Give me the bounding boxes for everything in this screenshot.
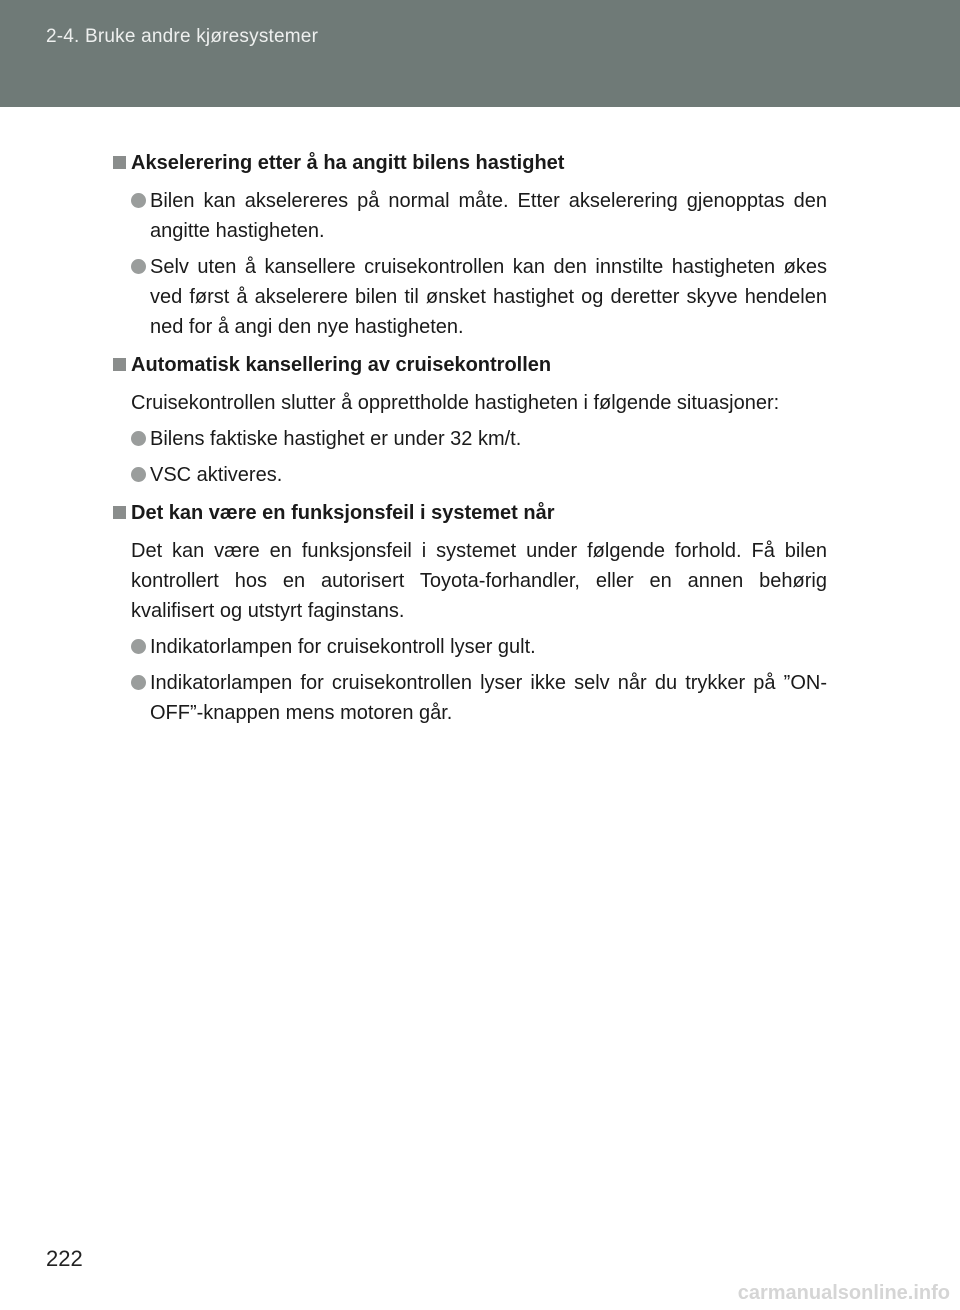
- list-item: Indikatorlampen for cruisekontroll lyser gult.: [113, 632, 827, 662]
- page-number: 222: [46, 1246, 83, 1271]
- circle-bullet-icon: [131, 675, 146, 690]
- list-item: Bilen kan akselereres på normal måte. Etter akselerering gjenopptas den angitte hastigheten.: [113, 186, 827, 246]
- section-malfunction: [113, 498, 827, 728]
- page-content: [113, 140, 827, 734]
- list-item: Selv uten å kansellere cruisekontrollen kan den innstilte hastigheten økes ved først å akselerere bilen til ønsket hastighet og deretter skyve hendelen ned for å angi den nye hastigheten.: [113, 252, 827, 342]
- section-intro: Det kan være en funksjonsfeil i systemet under følgende forhold. Få bilen kontrollert hos en autorisert Toyota-forhandler, eller en annen behørig kvalifisert og utstyrt faginstans.: [131, 540, 827, 622]
- square-bullet-icon: [113, 506, 126, 519]
- section-heading: Akselerering etter å ha angitt bilens hastighet: [113, 148, 827, 178]
- section-heading: Automatisk kansellering av cruisekontrollen: [113, 350, 827, 380]
- section-heading: Det kan være en funksjonsfeil i systemet når: [113, 498, 827, 528]
- circle-bullet-icon: [131, 467, 146, 482]
- section-intro: Cruisekontrollen slutter å opprettholde hastigheten i følgende situasjoner:: [131, 392, 780, 414]
- watermark: carmanualsonline.info: [737, 1282, 950, 1304]
- section-title: 2-4. Bruke andre kjøresystemer: [46, 26, 319, 47]
- circle-bullet-icon: [131, 431, 146, 446]
- list-item: VSC aktiveres.: [113, 460, 827, 490]
- square-bullet-icon: [113, 358, 126, 371]
- circle-bullet-icon: [131, 193, 146, 208]
- list-item: Bilens faktiske hastighet er under 32 km/t.: [113, 424, 827, 454]
- section-acceleration: [113, 148, 827, 342]
- list-item: Indikatorlampen for cruisekontrollen lyser ikke selv når du trykker på ”ON-OFF”-knappen mens motoren går.: [113, 668, 827, 728]
- circle-bullet-icon: [131, 259, 146, 274]
- square-bullet-icon: [113, 156, 126, 169]
- header-band: [0, 0, 960, 107]
- circle-bullet-icon: [131, 639, 146, 654]
- section-auto-cancel: [113, 350, 827, 490]
